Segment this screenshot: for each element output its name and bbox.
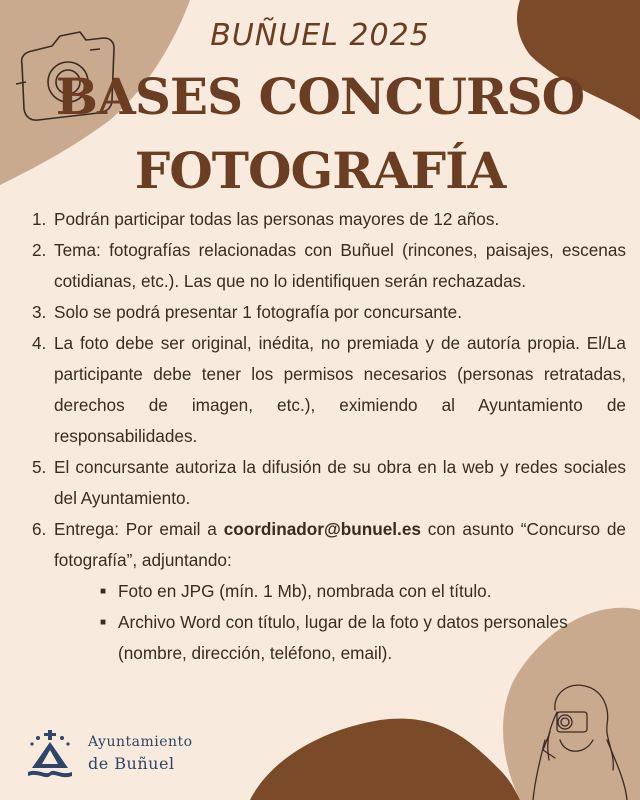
town-hall-logo-text bbox=[88, 731, 193, 775]
page-title-line2: FOTOGRAFÍA bbox=[134, 141, 506, 200]
bullet-square-icon: ■ bbox=[100, 586, 107, 597]
rule-text: Solo se podrá presentar 1 fotografía por concursante. bbox=[54, 302, 462, 322]
photographer-illustration bbox=[515, 680, 640, 800]
rule-number: 5. bbox=[32, 457, 47, 477]
logo-line1: Ayuntamiento bbox=[88, 734, 193, 750]
rule-number: 4. bbox=[32, 333, 47, 353]
list-item bbox=[100, 576, 626, 607]
town-hall-logo-icon bbox=[24, 728, 76, 782]
rule-text-before: Entrega: Por email a bbox=[54, 519, 224, 539]
list-item bbox=[100, 607, 626, 669]
rule-item bbox=[32, 204, 626, 235]
rule-number: 3. bbox=[32, 302, 47, 322]
bullet-text: Foto en JPG (mín. 1 Mb), nombrada con el título. bbox=[118, 581, 492, 601]
rule-number: 2. bbox=[32, 240, 47, 260]
rule-text-after: con asunto “Concurso de fotografía”, adjuntando: bbox=[54, 519, 626, 570]
bullet-text: Archivo Word con título, lugar de la foto y datos personales (nombre, dirección, teléfono, email). bbox=[118, 612, 568, 663]
rule-item bbox=[32, 328, 626, 452]
email-link[interactable]: coordinador@bunuel.es bbox=[223, 519, 421, 539]
rule-number: 6. bbox=[32, 519, 47, 539]
rule-text: La foto debe ser original, inédita, no premiada y de autoría propia. El/La participante debe tener los permisos necesarios (personas retratadas, derechos de imagen, etc.), eximiendo al Ayuntamiento de responsabilidades. bbox=[54, 333, 626, 446]
bottom-dark-blob bbox=[250, 719, 520, 800]
rule-item bbox=[32, 235, 626, 297]
page-title-line1: BASES CONCURSO bbox=[55, 67, 585, 126]
logo-line2: de Buñuel bbox=[88, 754, 175, 773]
rule-text: Podrán participar todas las personas mayores de 12 años. bbox=[54, 209, 500, 229]
rule-text: Tema: fotografías relacionadas con Buñuel (rincones, paisajes, escenas cotidianas, etc.). Las que no lo identifiquen serán rechazadas. bbox=[54, 240, 626, 291]
rule-text bbox=[54, 514, 626, 576]
bullet-square-icon: ■ bbox=[100, 617, 107, 628]
rules-list bbox=[32, 204, 626, 669]
rule-item bbox=[32, 514, 626, 576]
rule-number: 1. bbox=[32, 209, 47, 229]
attachment-list bbox=[100, 576, 626, 669]
event-subtitle: BUÑUEL 2025 bbox=[210, 18, 430, 53]
rule-item bbox=[32, 452, 626, 514]
rule-text: El concursante autoriza la difusión de su obra en la web y redes sociales del Ayuntamiento. bbox=[54, 457, 626, 508]
rule-item bbox=[32, 297, 626, 328]
